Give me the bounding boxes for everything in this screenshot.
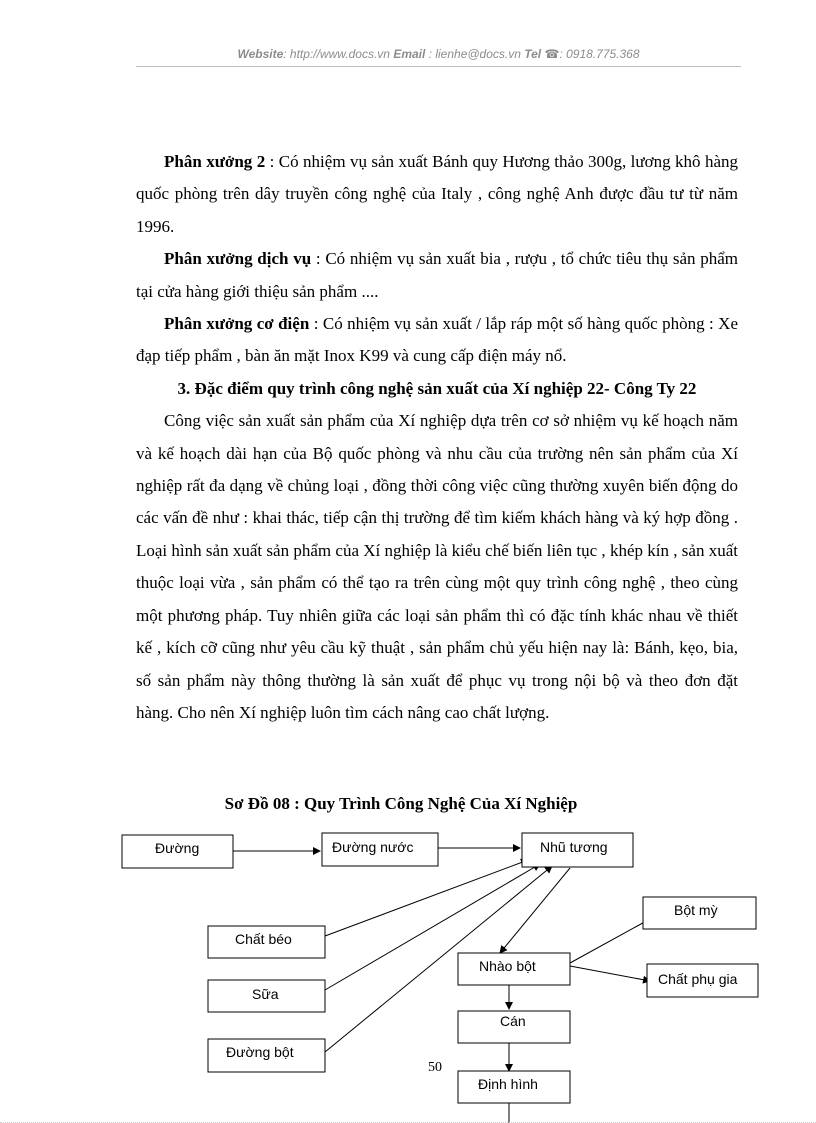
node-can — [458, 1011, 570, 1043]
node-can-label: Cán — [500, 1013, 526, 1029]
node-chat-beo-label: Chất béo — [235, 931, 292, 947]
paragraph-workshop-2 — [136, 146, 738, 243]
header-divider — [136, 66, 741, 67]
service-workshop-text: : Có nhiệm vụ sản xuất bia , rượu , tổ chức tiêu thụ sản phẩm tại cửa hàng giới thiệu sản phẩm .... — [136, 249, 739, 301]
node-duong — [122, 835, 233, 868]
email-label: Email — [393, 47, 426, 61]
process-diagram — [0, 820, 816, 1123]
mech-workshop-text: : Có nhiệm vụ sản xuất / lắp ráp một số hàng quốc phòng : Xe đạp tiếp phẩm , bàn ăn mặt Inox K99 và cung cấp điện máy nổ. — [136, 314, 738, 366]
workshop-2-title: Phân xưởng 2 — [164, 152, 266, 171]
node-nhu-tuong-label: Nhũ tương — [540, 839, 608, 855]
node-sua — [208, 980, 325, 1012]
node-duong-nuoc — [322, 833, 438, 866]
mech-workshop-title: Phân xưởng cơ điện — [164, 314, 310, 334]
node-duong-bot — [208, 1039, 325, 1072]
node-nhao-bot — [458, 953, 570, 985]
email-value: : lienhe@docs.vn — [428, 47, 521, 61]
website-value: : http://www.docs.vn — [283, 47, 390, 61]
node-chat-phu-gia — [647, 964, 758, 997]
node-duong-bot-label: Đường bột — [226, 1044, 294, 1060]
paragraph-mech-workshop — [136, 308, 738, 373]
node-chat-phu-gia-label: Chất phụ gia — [658, 971, 738, 987]
node-nhu-tuong — [522, 833, 633, 867]
page-number: 50 — [428, 1060, 442, 1075]
website-label: Website — [237, 47, 284, 61]
node-duong-nuoc-label: Đường nước — [332, 839, 414, 855]
node-chat-beo — [208, 926, 325, 958]
page-header — [136, 47, 741, 61]
tel-value: ☎: 0918.775.368 — [544, 47, 640, 61]
paragraph-process: Công việc sản xuất sản phẩm của Xí nghiệp dựa trên cơ sở nhiệm vụ kế hoạch năm và kế hoạch dài hạn của Bộ quốc phòng và nhu cầu của trường nên sản phẩm của Xí nghiệp rất đa dạng về chủng loại , đồng thời công việc cũng thường xuyên biến động do các vấn đề như : khai thác, tiếp cận thị trường để tìm kiếm khách hàng và ký hợp đồng . Loại hình sản xuất sản phẩm của Xí nghiệp là kiểu chế biến liên tục , khép kín , sản xuất thuộc loại vừa , sản phẩm có thể tạo ra trên cùng một quy trình công nghệ , theo cùng một phương pháp. Tuy nhiên giữa các loại sản phẩm thì có đặc tính khác nhau về thiết kế , kích cỡ cũng như yêu cầu kỹ thuật , sản phẩm chủ yếu hiện nay là: Bánh, kẹo, bia, số sản phẩm này thông thường là sản xuất để phục vụ trong nội bộ và theo đơn đặt hàng. Cho nên Xí nghiệp luôn tìm cách nâng cao chất lượng. — [136, 411, 738, 722]
node-sua-label: Sữa — [252, 986, 279, 1002]
document-body — [136, 146, 738, 729]
diagram-title: Sơ Đồ 08 : Quy Trình Công Nghệ Của Xí Nghiệp — [224, 794, 578, 813]
tel-label: Tel — [524, 47, 542, 61]
node-bot-my-label: Bột mỳ — [674, 902, 718, 918]
node-dinh-hinh — [458, 1071, 570, 1103]
node-dinh-hinh-label: Định hình — [478, 1076, 538, 1092]
node-nhao-bot-label: Nhào bột — [479, 958, 536, 974]
workshop-2-text: : Có nhiệm vụ sản xuất Bánh quy Hương thảo 300g, lương khô hàng quốc phòng trên dây truyền công nghệ của Italy , công nghệ Anh được đầu tư từ năm 1996. — [136, 152, 738, 236]
node-bot-my — [643, 897, 756, 929]
arrow-nhao-bot-to-chat-phu-gia — [570, 966, 650, 981]
paragraph-service-workshop — [136, 243, 738, 308]
section-heading: 3. Đặc điểm quy trình công nghệ sản xuất của Xí nghiệp 22- Công Ty 22 — [177, 378, 697, 398]
arrow-chat-beo-to-nhu-tuong — [325, 860, 528, 936]
node-duong-label: Đường — [155, 840, 200, 856]
service-workshop-title: Phân xưởng dịch vụ — [164, 249, 312, 269]
